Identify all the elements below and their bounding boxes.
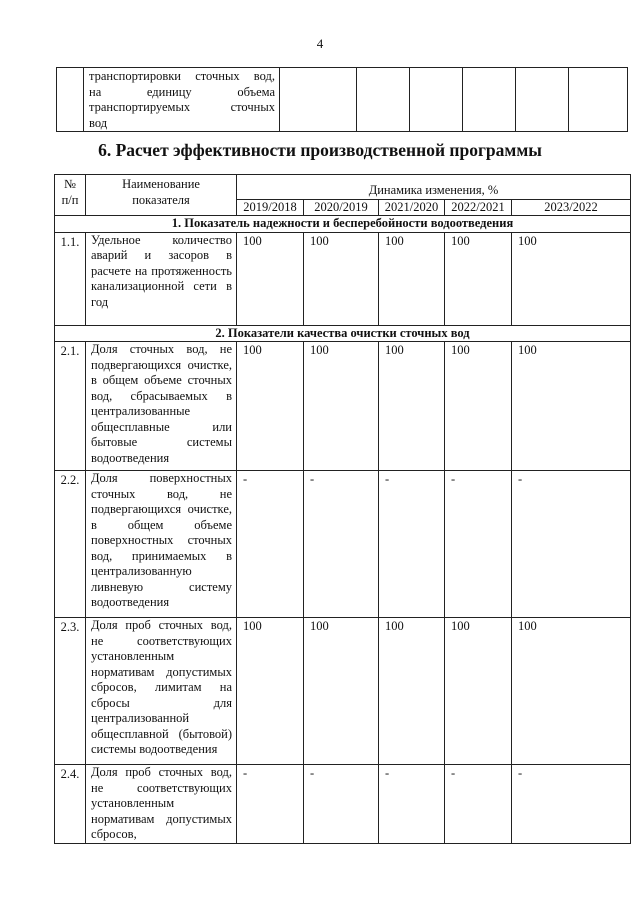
value-cell: 100 [237,342,304,471]
value-cell: 100 [237,618,304,765]
value-cell: 100 [512,342,631,471]
value-cell: - [445,765,512,844]
fragment-line-3: транспортируемых сточных [89,100,275,114]
previous-table-fragment [56,67,628,132]
fragment-line-2: на единицу объема [89,84,275,99]
value-cell: - [445,471,512,618]
year-header: 2019/2018 [237,199,304,216]
section-title: 6. Расчет эффективности производственной программы [98,140,542,160]
year-header: 2022/2021 [445,199,512,216]
row-number: 2.1. [55,342,86,471]
table-row [55,765,631,844]
year-header: 2021/2020 [379,199,445,216]
fragment-value-cell [357,68,410,132]
table-row [57,68,628,132]
fragment-value-cell [516,68,569,132]
col-num-header: № п/п [55,175,86,216]
value-cell: 100 [512,232,631,325]
value-cell: 100 [379,232,445,325]
section-heading-2: 2. Показатели качества очистки сточных вод [55,325,631,342]
section-row [55,325,631,342]
header-row [55,175,631,200]
value-cell: 100 [379,342,445,471]
value-cell: 100 [512,618,631,765]
value-cell: 100 [304,232,379,325]
indicator-name: Доля проб сточных вод, не соответствующих установленным нормативам допустимых сбросов, лимитам на сбросы для централизованной общесплавной (бытовой) системы водоотведения [86,618,237,765]
value-cell: - [512,765,631,844]
row-number: 2.4. [55,765,86,844]
table-row [55,342,631,471]
fragment-line-1: транспортировки сточных вод, [89,69,275,83]
fragment-name-cell [84,68,280,132]
indicator-name: Доля сточных вод, не подвергающихся очистке, в общем объеме сточных вод, сбрасываемых в централизованные общесплавные или бытовые системы водоотведения [86,342,237,471]
value-cell: - [512,471,631,618]
table-row [55,232,631,325]
fragment-value-cell [463,68,516,132]
table-row [55,618,631,765]
dynamics-header: Динамика изменения, % [237,175,631,200]
page-number: 4 [316,36,324,51]
value-cell: - [237,765,304,844]
fragment-value-cell [569,68,628,132]
fragment-line-4: вод [89,115,108,130]
value-cell: - [379,765,445,844]
value-cell: - [379,471,445,618]
value-cell: 100 [304,618,379,765]
value-cell: 100 [445,342,512,471]
value-cell: - [304,471,379,618]
row-number: 2.2. [55,471,86,618]
year-header: 2020/2019 [304,199,379,216]
value-cell: 100 [445,618,512,765]
value-cell: - [237,471,304,618]
row-number: 1.1. [55,232,86,325]
section-row [55,216,631,233]
value-cell: 100 [445,232,512,325]
fragment-value-cell [280,68,357,132]
value-cell: - [304,765,379,844]
col-name-header: Наименование показателя [86,175,237,216]
value-cell: 100 [379,618,445,765]
value-cell: 100 [304,342,379,471]
efficiency-table [54,174,631,844]
indicator-name: Доля проб сточных вод, не соответствующих установленным нормативам допустимых сбросов, [86,765,237,844]
fragment-num-cell [57,68,84,132]
value-cell: 100 [237,232,304,325]
row-number: 2.3. [55,618,86,765]
fragment-value-cell [410,68,463,132]
indicator-name: Удельное количество аварий и засоров в расчете на протяженность канализационной сети в год [86,232,237,325]
section-heading-1: 1. Показатель надежности и бесперебойности водоотведения [55,216,631,233]
indicator-name: Доля поверхностных сточных вод, не подвергающихся очистке, в общем объеме поверхностных сточных вод, принимаемых в централизованную ливневую систему водоотведения [86,471,237,618]
year-header: 2023/2022 [512,199,631,216]
table-row [55,471,631,618]
